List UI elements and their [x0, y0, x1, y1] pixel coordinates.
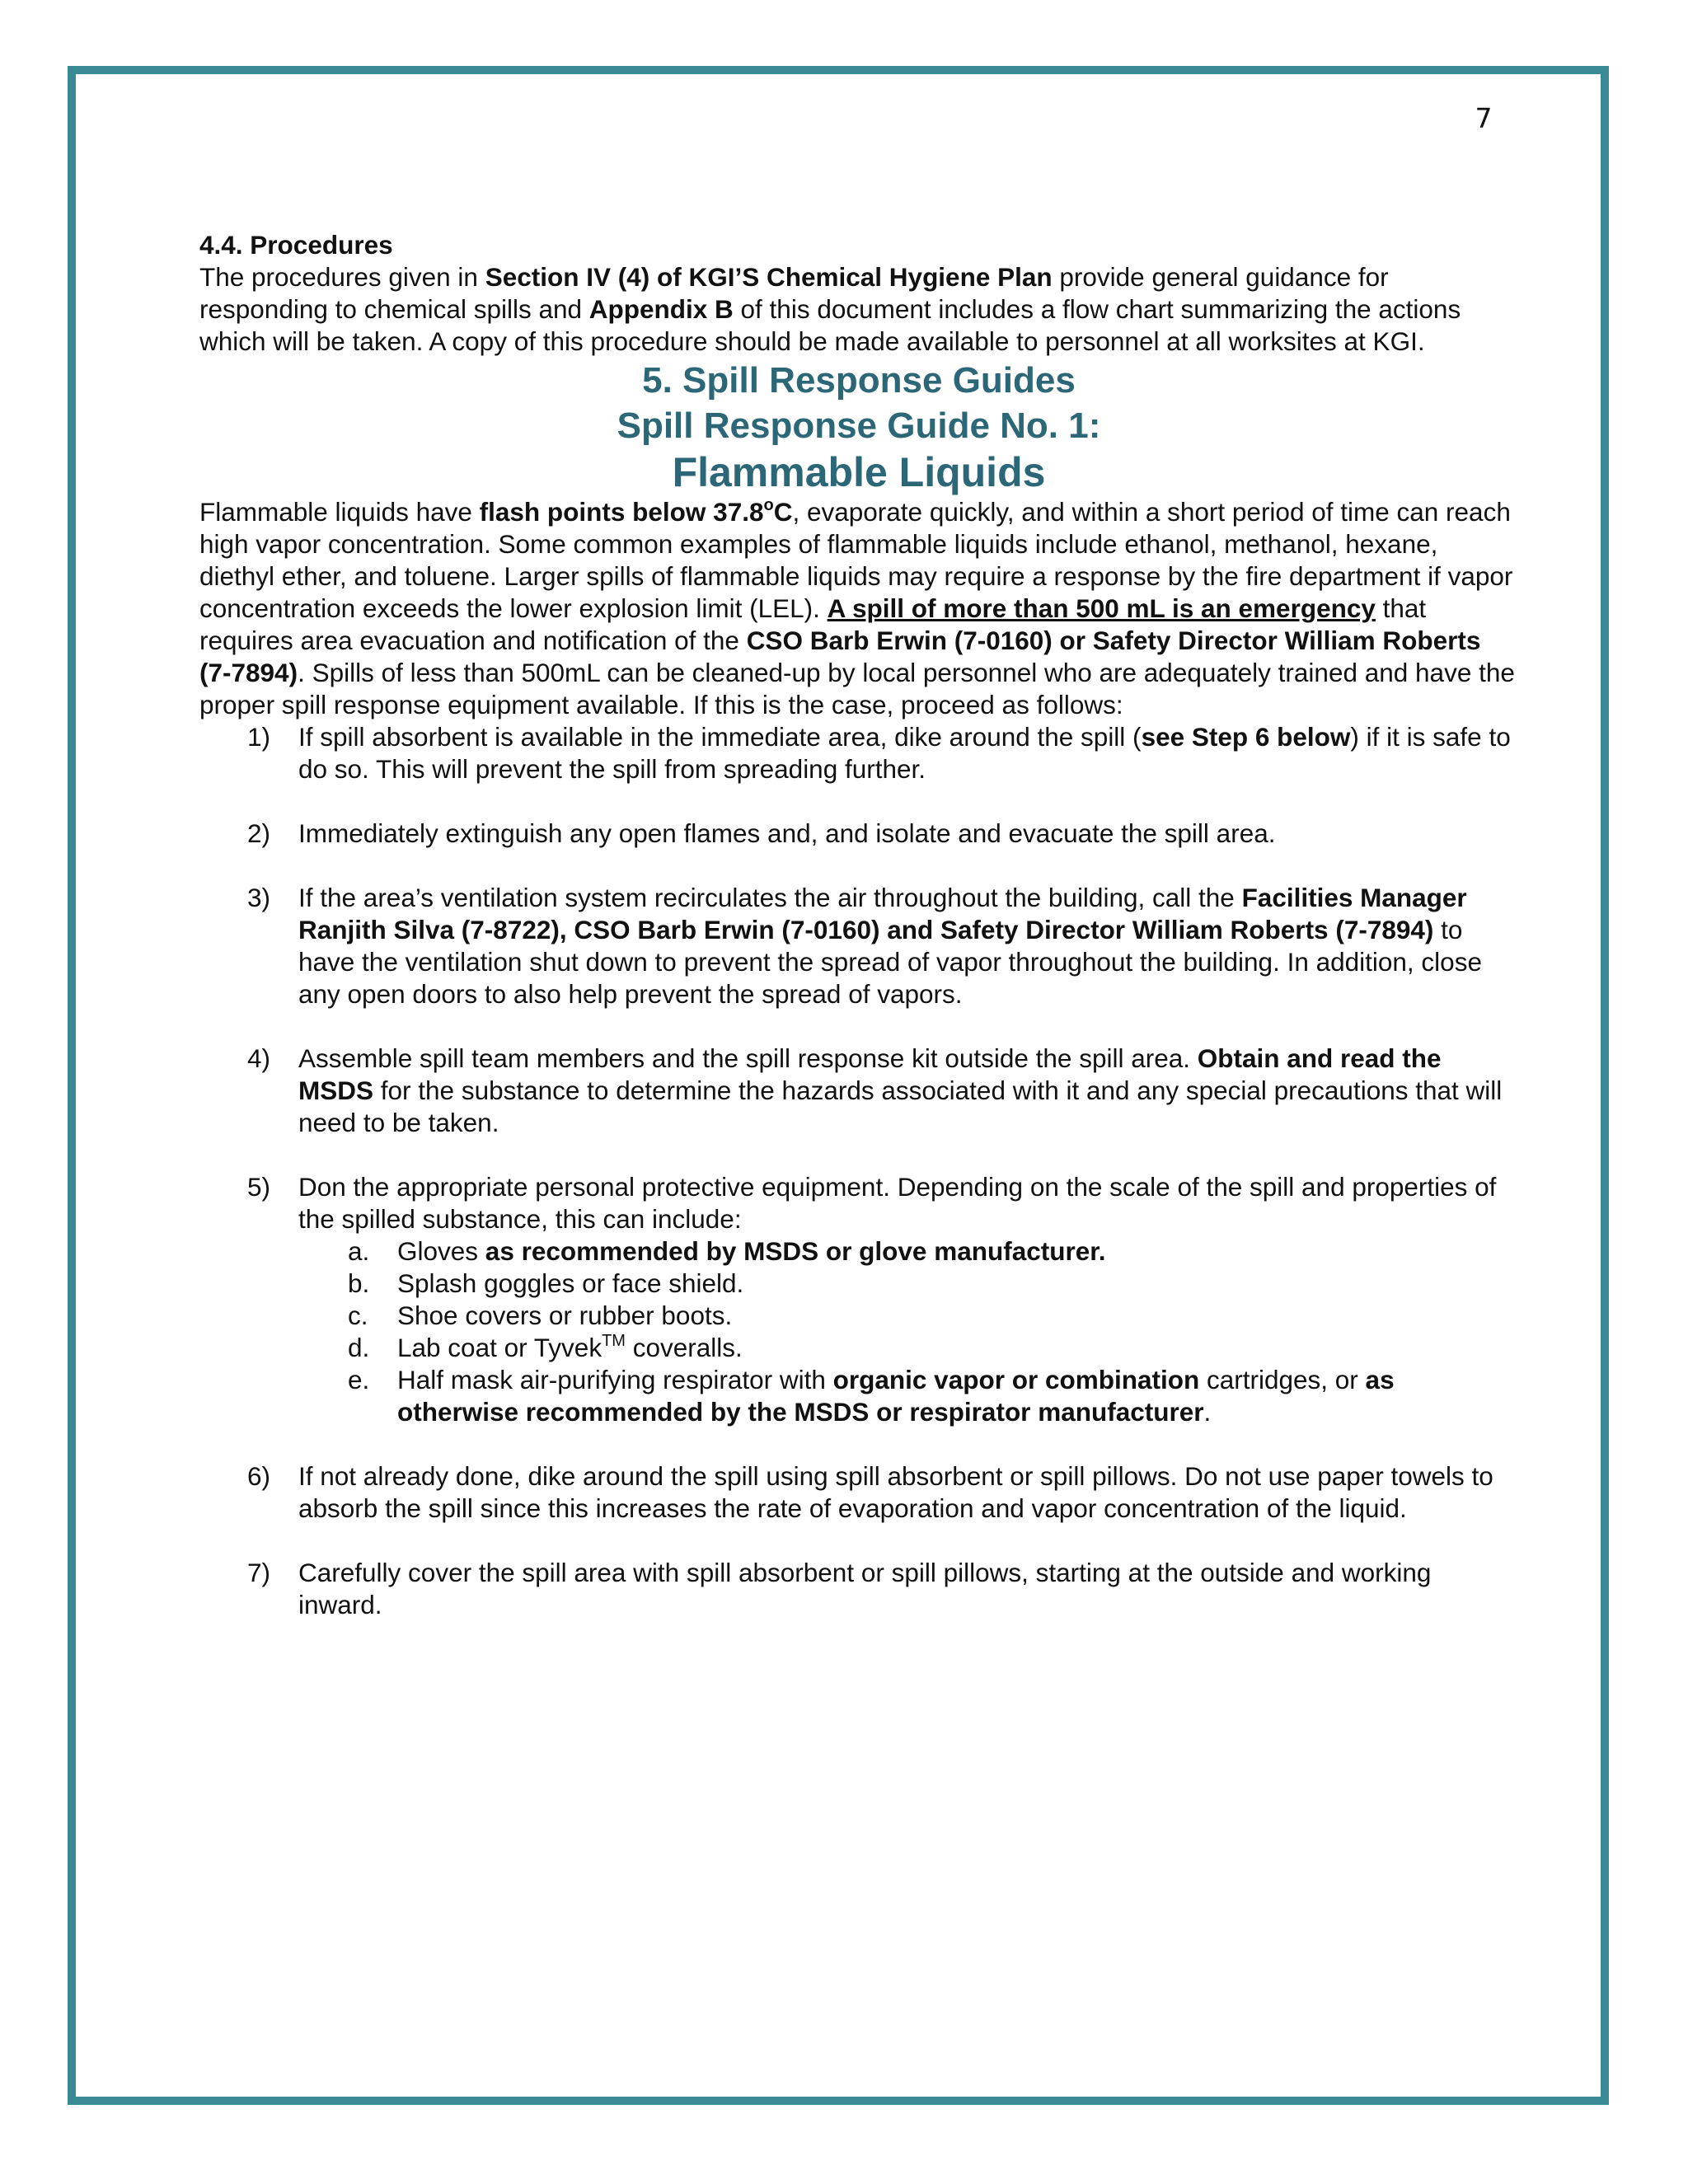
text: If not already done, dike around the spill using spill absorbent or spill pillows. Do not use paper towels to absorb the spill since this increases the rate of evaporation and vapor concentration of the liquid.: [298, 1461, 1493, 1523]
step-number: 2): [247, 818, 271, 848]
procedures-paragraph: [199, 261, 1518, 358]
ppe-item: [298, 1235, 1518, 1268]
chemical-hygiene-plan-ref: Section IV (4) of KGI’S Chemical Hygiene Plan: [485, 262, 1053, 292]
ppe-item: [298, 1364, 1518, 1428]
steps-list: [199, 721, 1518, 1621]
item-letter: d.: [348, 1333, 370, 1362]
item-letter: a.: [348, 1236, 370, 1266]
text: that requires area evacuation and notification of the: [199, 593, 1427, 655]
step-item: [199, 882, 1518, 1010]
document-body: [199, 229, 1518, 1653]
ppe-list: [298, 1235, 1518, 1428]
text: Shoe covers or rubber boots.: [397, 1301, 733, 1330]
text: Gloves: [397, 1236, 485, 1266]
text: Immediately extinguish any open flames and, and isolate and evacuate the spill area.: [298, 818, 1276, 848]
text: Splash goggles or face shield.: [397, 1268, 744, 1298]
step-number: 6): [247, 1461, 271, 1491]
text: of this document includes a flow chart summarizing the actions which will be taken. A copy of this procedure should be made available to personnel at all worksites at KGI.: [199, 294, 1461, 356]
text: for the substance to determine the hazards associated with it and any special precautions that will need to be taken.: [298, 1076, 1503, 1137]
item-emphasis: as otherwise recommended by the MSDS or respirator manufacturer: [397, 1365, 1395, 1427]
text: coveralls.: [625, 1333, 743, 1362]
step-emphasis: see Step 6 below: [1141, 722, 1351, 752]
text: Don the appropriate personal protective equipment. Depending on the scale of the spill and properties of the spilled substance, this can include:: [298, 1172, 1497, 1234]
step-number: 1): [247, 722, 271, 752]
ppe-item: [298, 1268, 1518, 1300]
text: , evaporate quickly, and within a short period of time can reach high vapor concentration. Some common examples of flammable liquids include ethanol, methanol, hexane, diethyl ether, and toluene. Larger spills of flammable liquids may require a response by the fire department if vapor concentration exceeds the lower explosion limit (LEL).: [199, 497, 1513, 623]
item-letter: b.: [348, 1268, 370, 1298]
step-number: 3): [247, 883, 271, 912]
celsius-unit: C: [773, 497, 793, 527]
text: If the area’s ventilation system recirculates the air throughout the building, call the: [298, 883, 1242, 912]
step-item: [199, 1460, 1518, 1525]
step-item: [199, 1043, 1518, 1139]
appendix-b-ref: Appendix B: [588, 294, 734, 324]
step-item: [199, 1557, 1518, 1621]
flash-point-text: flash points below 37.8: [479, 497, 764, 527]
text: .: [1203, 1397, 1212, 1427]
text: If spill absorbent is available in the immediate area, dike around the spill (: [298, 722, 1142, 752]
trademark-superscript: TM: [602, 1332, 626, 1350]
step-emphasis: Obtain and read the MSDS: [298, 1043, 1442, 1105]
item-letter: e.: [348, 1365, 370, 1394]
text: provide general guidance for responding to chemical spills and: [199, 262, 1389, 324]
text: . Spills of less than 500mL can be cleaned-up by local personnel who are adequately trained and have the proper spill response equipment available. If this is the case, proceed as follows:: [199, 658, 1515, 719]
section-title: 5. Spill Response Guides: [642, 360, 1076, 401]
step-number: 7): [247, 1558, 271, 1587]
text: cartridges, or: [1199, 1365, 1366, 1394]
step-item: [199, 721, 1518, 785]
step-emphasis: Facilities Manager Ranjith Silva (7-8722), CSO Barb Erwin (7-0160) and Safety Director William Roberts (7-7894): [298, 883, 1467, 944]
intro-paragraph: [199, 496, 1518, 721]
text: ) if it is safe to do so. This will prevent the spill from spreading further.: [298, 722, 1511, 784]
guide-title: Spill Response Guide No. 1:: [617, 405, 1101, 446]
text: Half mask air-purifying respirator with: [397, 1365, 833, 1394]
step-item: [199, 1171, 1518, 1428]
guide-subtitle: Flammable Liquids: [672, 449, 1046, 495]
text: Carefully cover the spill area with spill absorbent or spill pillows, starting at the outside and working inward.: [298, 1558, 1432, 1619]
procedures-heading: 4.4. Procedures: [199, 230, 393, 260]
emergency-threshold: A spill of more than 500 mL is an emergency: [827, 593, 1376, 623]
emergency-contacts: CSO Barb Erwin (7-0160) or Safety Director William Roberts (7-7894): [199, 626, 1481, 687]
step-number: 5): [247, 1172, 271, 1202]
text: to have the ventilation shut down to prevent the spread of vapor throughout the building. In addition, close any open doors to also help prevent the spread of vapors.: [298, 915, 1482, 1009]
text: Flammable liquids have: [199, 497, 480, 527]
item-letter: c.: [348, 1301, 368, 1330]
step-number: 4): [247, 1043, 271, 1073]
step-item: [199, 818, 1518, 850]
ppe-item: [298, 1300, 1518, 1332]
text: Lab coat or Tyvek: [397, 1333, 603, 1362]
page-number: 7: [1475, 102, 1493, 134]
degree-superscript: o: [763, 496, 774, 514]
text: Assemble spill team members and the spill response kit outside the spill area.: [298, 1043, 1198, 1073]
item-emphasis: as recommended by MSDS or glove manufacturer.: [485, 1236, 1106, 1266]
text: The procedures given in: [199, 262, 485, 292]
ppe-item: [298, 1332, 1518, 1364]
item-emphasis: organic vapor or combination: [832, 1365, 1200, 1394]
